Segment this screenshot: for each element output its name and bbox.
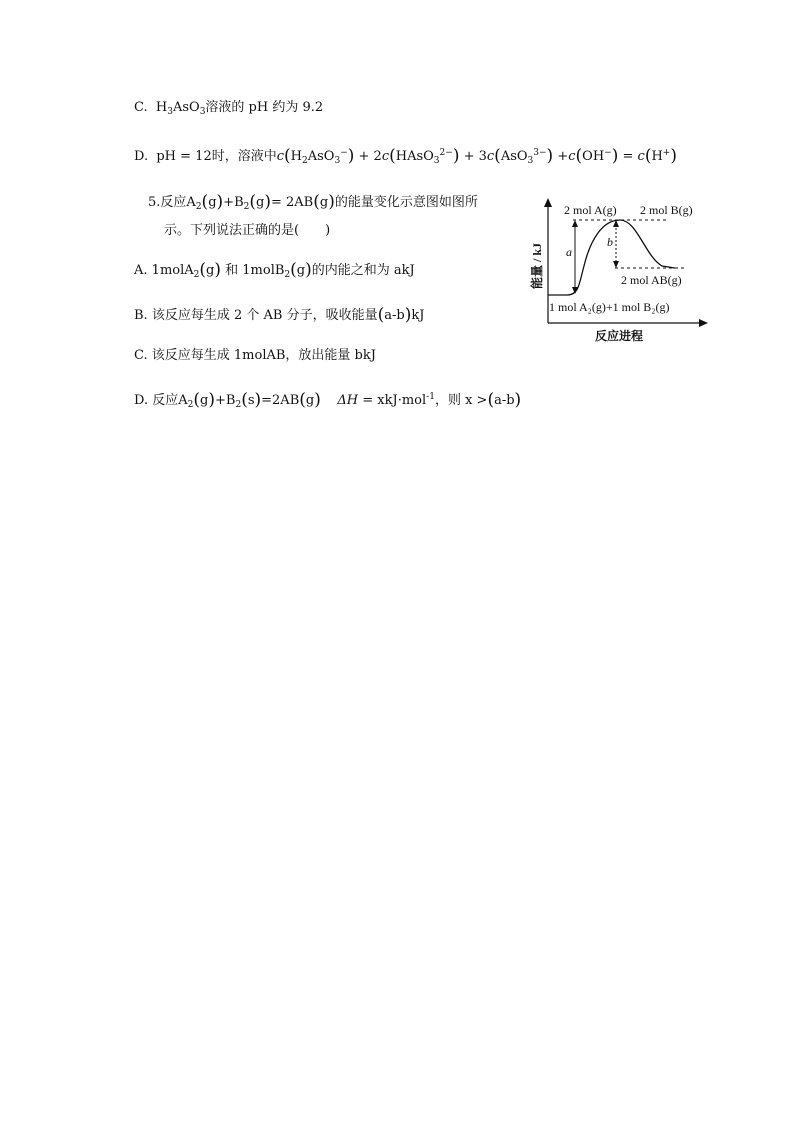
q5-option-b: B. 该反应每生成 2 个 AB 分子，吸收能量(a-b)kJ bbox=[134, 305, 425, 325]
label-top-right: 2 mol B(g) bbox=[640, 203, 693, 217]
arrow-b-head-bottom bbox=[613, 261, 619, 268]
q5-option-c: C. 该反应每生成 1molAB，放出能量 bkJ bbox=[134, 348, 376, 363]
x-axis-arrow bbox=[699, 319, 708, 327]
q5-option-d: D. 反应$A_2(g)+B_2(s)=2AB(g)$ ΔH = xkJ·mol$^{-1}$，则 x >(a-b) bbox=[134, 390, 522, 410]
q5-stem-line2: 示。下列说法正确的是( ) bbox=[164, 223, 331, 238]
y-axis-arrow bbox=[544, 198, 552, 207]
label-top-left: 2 mol A(g) bbox=[564, 203, 617, 217]
q4-option-d: D. pH = 12时，溶液中$c(H_2AsO_3^-)$ + 2c(HAsO$_3^{2-}$) + 3c(AsO$_3^{3-}$) +c(OH−) = c(H+) bbox=[134, 146, 677, 166]
label-product: 2 mol AB(g) bbox=[621, 273, 682, 287]
arrow-a-head-top bbox=[572, 220, 578, 227]
y-axis-label: 能量 / kJ bbox=[530, 242, 544, 290]
label-b: b bbox=[607, 235, 613, 249]
q5-stem-line1: 5.反应$A_2(g)+B_2(g)= 2AB(g)$的能量变化示意图如图所 bbox=[148, 192, 478, 212]
energy-diagram bbox=[527, 196, 712, 346]
label-a: a bbox=[566, 245, 572, 259]
label-reactant: 1 mol A₂(g)+1 mol B₂(g) bbox=[549, 300, 670, 314]
q4-option-c: C. $H_3AsO_3$溶液的 pH 约为 9.2 bbox=[134, 100, 324, 117]
x-axis-label: 反应进程 bbox=[594, 329, 644, 343]
q5-option-a: A. 1molA$_2$(g) 和 1molB$_2$(g)的内能之和为 akJ bbox=[134, 260, 415, 280]
